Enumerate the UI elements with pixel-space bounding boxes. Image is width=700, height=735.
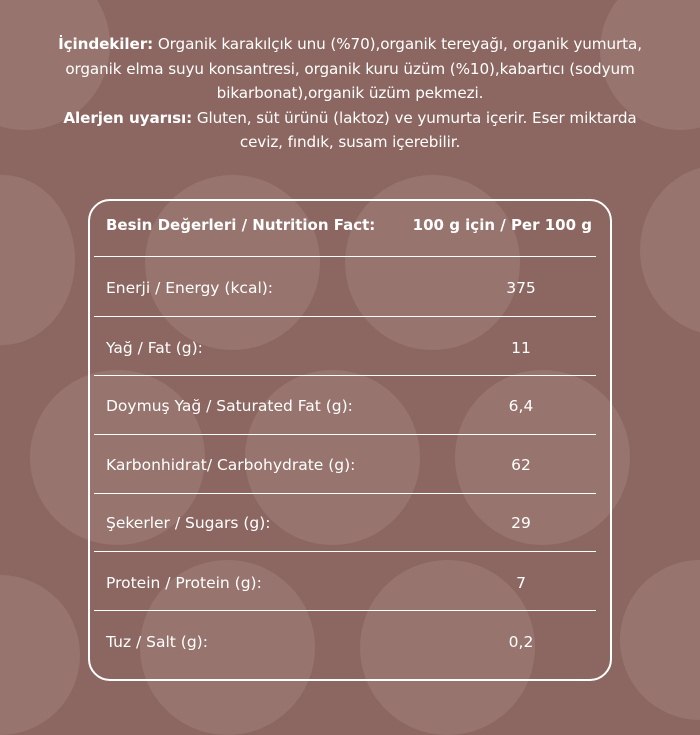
ingredients-line-3: bikarbonat),organik üzüm pekmezi. bbox=[216, 84, 484, 102]
ingredients-label: İçindekiler: bbox=[58, 35, 154, 53]
row-divider bbox=[94, 493, 596, 494]
nutrient-label: Şekerler / Sugars (g): bbox=[106, 514, 271, 532]
row-divider bbox=[94, 551, 596, 552]
ingredients-text: Organik karakılçık unu (%70),organik tereyağı, organik yumurta, bbox=[153, 35, 642, 53]
nutrient-value: 375 bbox=[506, 279, 536, 297]
nutrient-label: Tuz / Salt (g): bbox=[106, 633, 208, 651]
nutrient-value: 0,2 bbox=[508, 633, 534, 651]
row-divider bbox=[94, 375, 596, 376]
nutrient-label: Yağ / Fat (g): bbox=[106, 339, 203, 357]
nutrient-value: 11 bbox=[511, 339, 531, 357]
nutrition-header-value: 100 g için / Per 100 g bbox=[412, 216, 592, 234]
ingredients-line-2: organik elma suyu konsantresi, organik kuru üzüm (%10),kabartıcı (sodyum bbox=[65, 59, 635, 78]
nutrient-value: 29 bbox=[511, 514, 531, 532]
allergen-text: Gluten, süt ürünü (laktoz) ve yumurta içerir. Eser miktarda bbox=[192, 108, 637, 127]
nutrient-label: Protein / Protein (g): bbox=[106, 574, 262, 592]
row-divider bbox=[94, 316, 596, 317]
allergen-line-1 bbox=[20, 106, 680, 131]
allergen-label: Alerjen uyarısı: bbox=[63, 108, 193, 127]
ingredients-line-1 bbox=[20, 32, 680, 57]
header-divider bbox=[94, 256, 596, 257]
row-divider bbox=[94, 610, 596, 611]
bg-circle bbox=[640, 165, 700, 335]
bg-circle bbox=[0, 575, 80, 735]
bg-circle bbox=[0, 175, 75, 345]
nutrition-header-label: Besin Değerleri / Nutrition Fact: bbox=[106, 216, 376, 234]
allergen-line-2: ceviz, fındık, susam içerebilir. bbox=[239, 133, 461, 151]
nutrient-value: 7 bbox=[516, 574, 526, 592]
bg-circle bbox=[620, 560, 700, 720]
row-divider bbox=[94, 434, 596, 435]
nutrient-value: 62 bbox=[511, 456, 531, 474]
nutrient-label: Karbonhidrat/ Carbohydrate (g): bbox=[106, 456, 356, 474]
nutrient-label: Doymuş Yağ / Saturated Fat (g): bbox=[106, 397, 353, 415]
ingredients-block bbox=[20, 32, 680, 155]
nutrient-value: 6,4 bbox=[508, 397, 534, 415]
nutrient-label: Enerji / Energy (kcal): bbox=[106, 279, 274, 297]
nutrition-table bbox=[88, 199, 612, 681]
